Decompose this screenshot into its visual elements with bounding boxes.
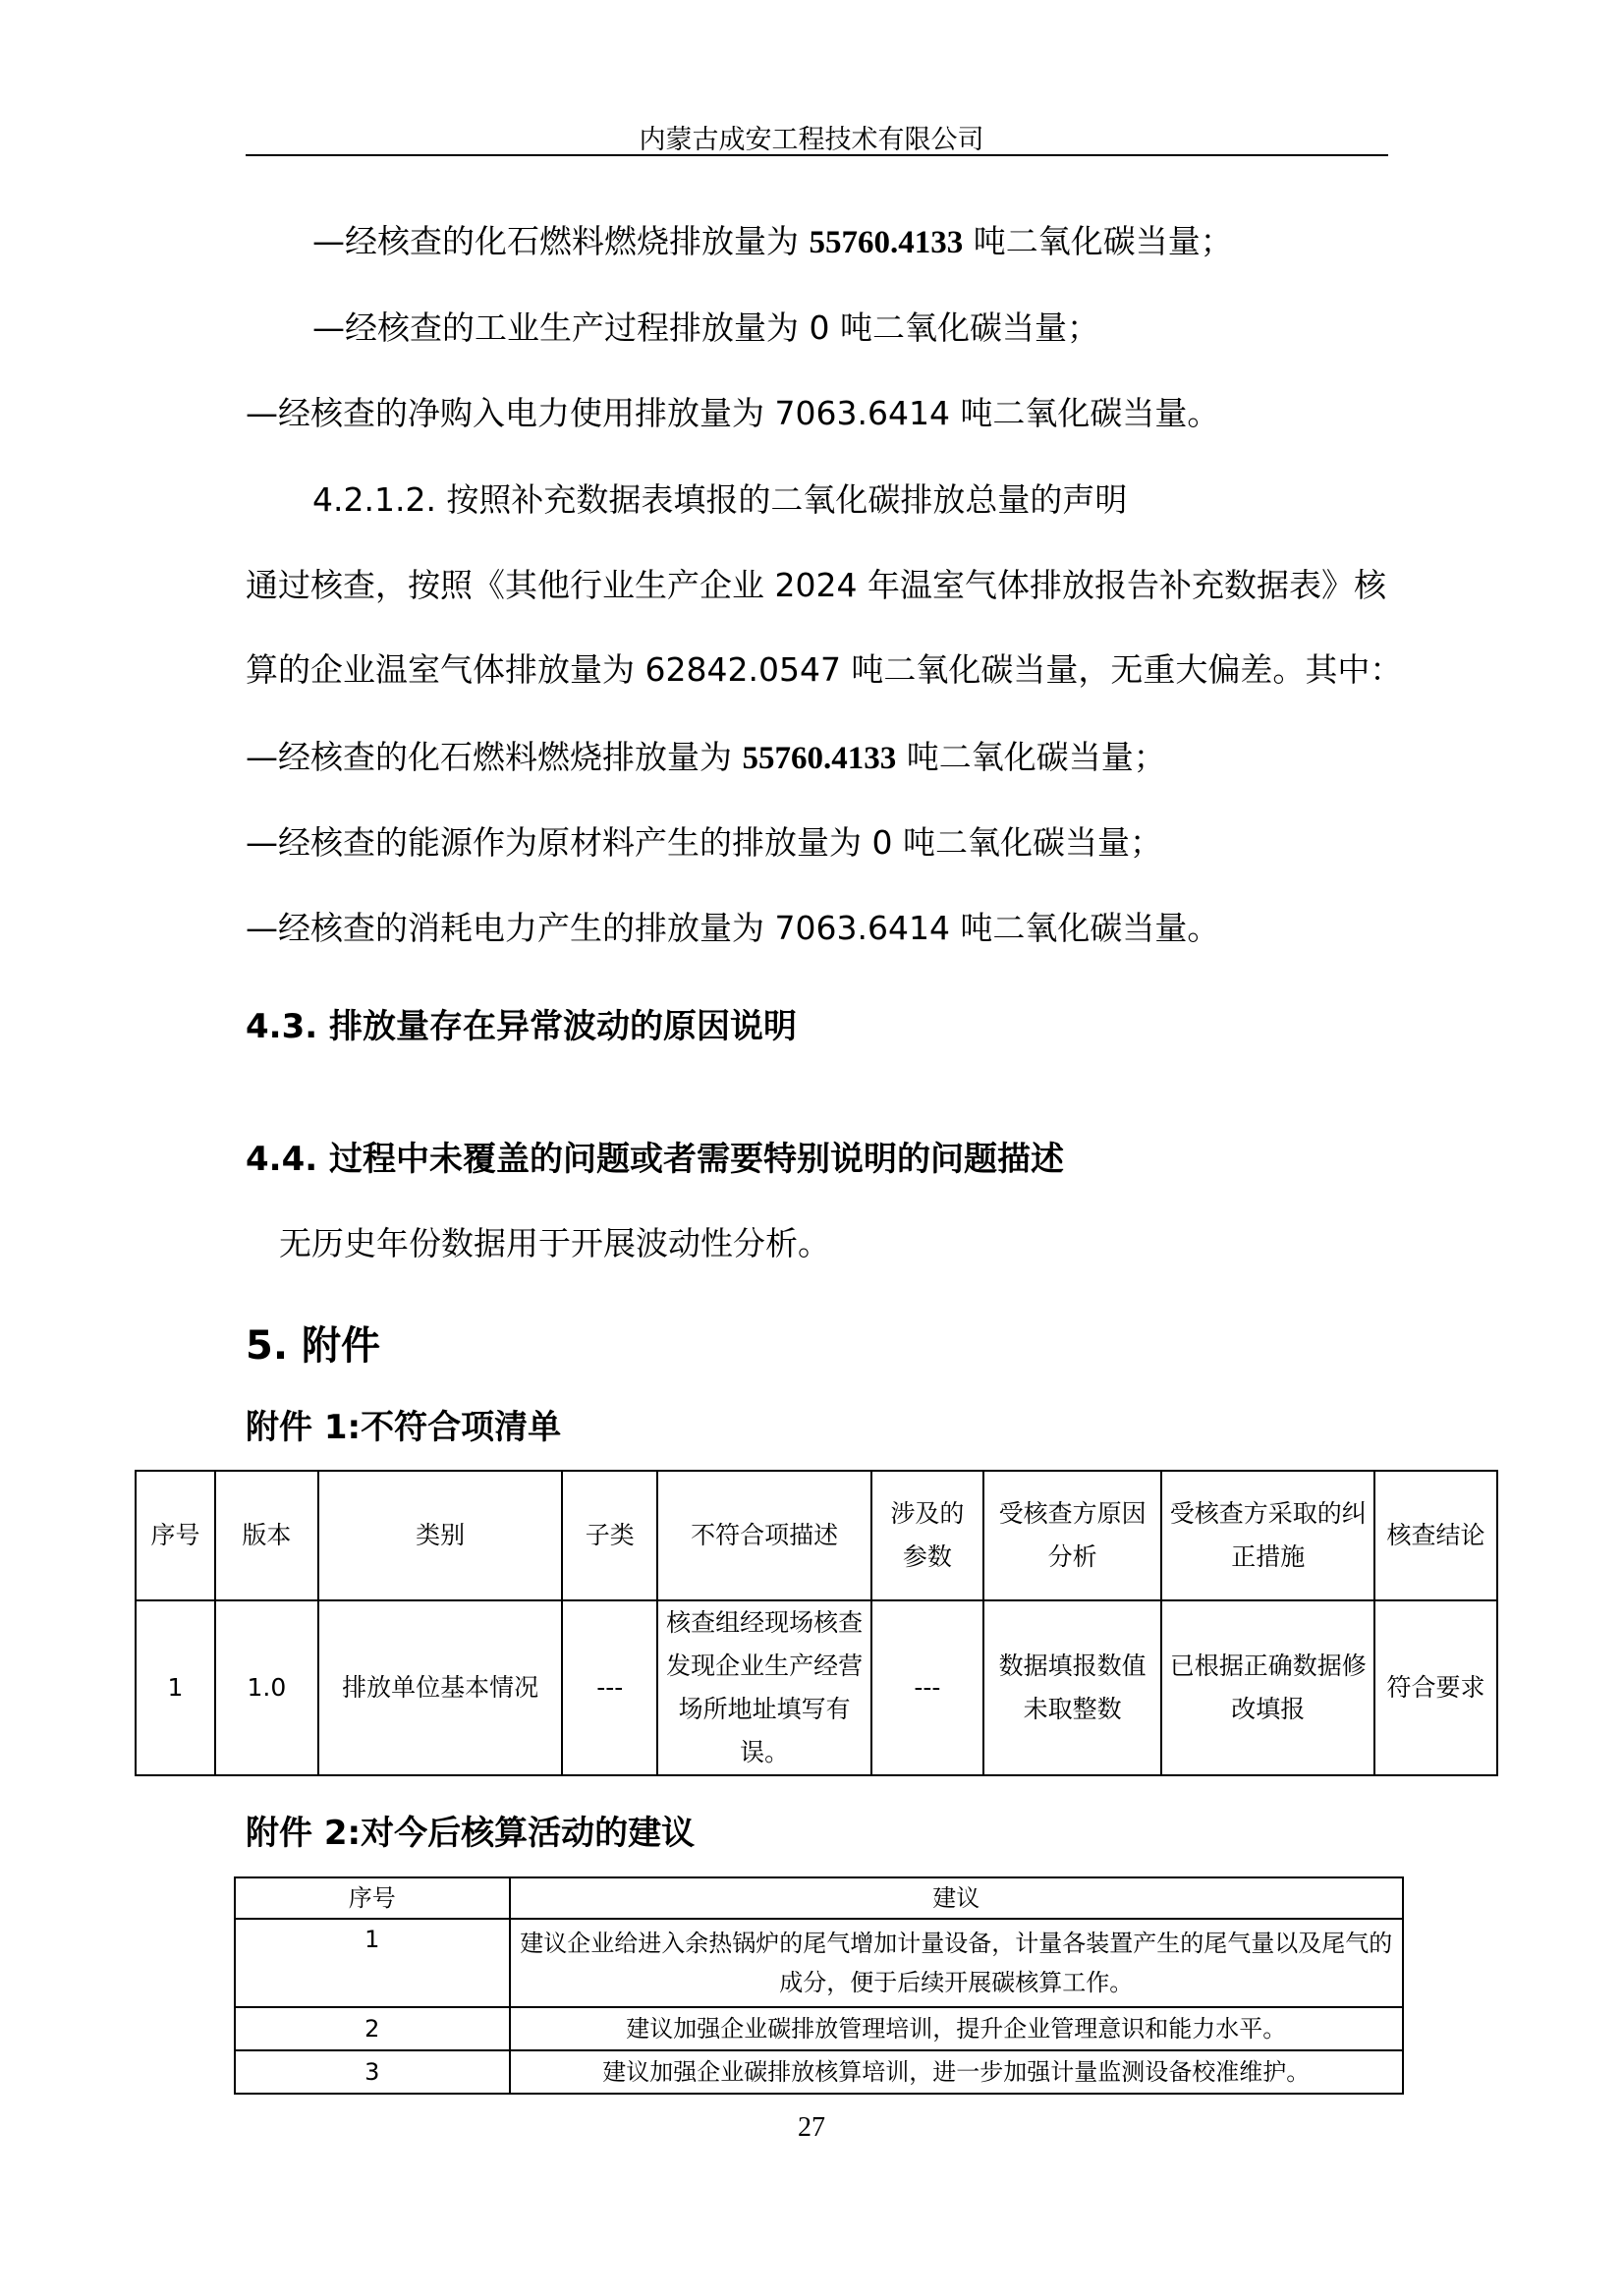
line-text: —经核查的化石燃料燃烧排放量为 bbox=[246, 738, 743, 776]
line-text: —经核查的化石燃料燃烧排放量为 bbox=[312, 222, 810, 260]
section-4-4-body: 无历史年份数据用于开展波动性分析。 bbox=[279, 1224, 830, 1262]
table-cell: 符合要求 bbox=[1374, 1600, 1497, 1775]
paragraph-line: 算的企业温室气体排放量为 62842.0547 吨二氧化碳当量，无重大偏差。其中： bbox=[246, 650, 1403, 689]
suggestions-table bbox=[234, 1876, 1404, 2095]
line-electricity-emission: —经核查的净购入电力使用排放量为 7063.6414 吨二氧化碳当量。 bbox=[246, 394, 1220, 432]
page-number: 27 bbox=[798, 2112, 825, 2143]
emission-value: 55760.4133 bbox=[809, 225, 964, 260]
table-cell: 建议加强企业碳排放管理培训，提升企业管理意识和能力水平。 bbox=[510, 2007, 1403, 2050]
table-cell: 3 bbox=[235, 2050, 510, 2094]
line-raw-material-emission: —经核查的能源作为原材料产生的排放量为 0 吨二氧化碳当量； bbox=[246, 823, 1162, 862]
header-cell: 类别 bbox=[318, 1471, 563, 1600]
table-cell: 核查组经现场核查发现企业生产经营场所地址填写有误。 bbox=[657, 1600, 871, 1775]
section-heading-5: 5. 附件 bbox=[246, 1323, 380, 1369]
section-heading-4-3: 4.3. 排放量存在异常波动的原因说明 bbox=[246, 1007, 797, 1046]
header-cell: 建议 bbox=[510, 1877, 1403, 1919]
paragraph-line: 通过核查，按照《其他行业生产企业 2024 年温室气体排放报告补充数据表》核 bbox=[246, 566, 1386, 604]
line-text: 吨二氧化碳当量； bbox=[963, 222, 1233, 260]
subsection-heading-4-2-1-2: 4.2.1.2. 按照补充数据表填报的二氧化碳排放总量的声明 bbox=[312, 480, 1128, 519]
table-cell: 已根据正确数据修改填报 bbox=[1161, 1600, 1374, 1775]
table-cell: --- bbox=[871, 1600, 983, 1775]
table-row bbox=[136, 1600, 1497, 1775]
table-cell: 建议加强企业碳排放核算培训，进一步加强计量监测设备校准维护。 bbox=[510, 2050, 1403, 2094]
header-cell: 不符合项描述 bbox=[657, 1471, 871, 1600]
header-cell: 受核查方采取的纠正措施 bbox=[1161, 1471, 1374, 1600]
emission-value: 55760.4133 bbox=[742, 741, 897, 776]
table-cell: 1.0 bbox=[215, 1600, 318, 1775]
line-fossil-fuel-emission bbox=[312, 222, 1233, 262]
line-consumed-electricity-emission: —经核查的消耗电力产生的排放量为 7063.6414 吨二氧化碳当量。 bbox=[246, 909, 1220, 947]
header-cell: 序号 bbox=[136, 1471, 215, 1600]
table-cell: --- bbox=[562, 1600, 657, 1775]
table-row bbox=[235, 2050, 1403, 2094]
section-heading-4-4: 4.4. 过程中未覆盖的问题或者需要特别说明的问题描述 bbox=[246, 1140, 1064, 1179]
attachment-2-title: 附件 2:对今后核算活动的建议 bbox=[246, 1814, 696, 1853]
line-text: 吨二氧化碳当量； bbox=[896, 738, 1166, 776]
table-cell: 排放单位基本情况 bbox=[318, 1600, 563, 1775]
table-cell: 2 bbox=[235, 2007, 510, 2050]
nonconformity-table bbox=[135, 1470, 1498, 1776]
header-cell: 涉及的参数 bbox=[871, 1471, 983, 1600]
table-header-row bbox=[235, 1877, 1403, 1919]
table-header-row bbox=[136, 1471, 1497, 1600]
table-row bbox=[235, 1919, 1403, 2007]
header-cell: 受核查方原因分析 bbox=[983, 1471, 1162, 1600]
header-cell: 序号 bbox=[235, 1877, 510, 1919]
table-cell: 1 bbox=[235, 1919, 510, 2007]
table-cell: 1 bbox=[136, 1600, 215, 1775]
header-cell: 版本 bbox=[215, 1471, 318, 1600]
header-cell: 子类 bbox=[562, 1471, 657, 1600]
table-cell: 建议企业给进入余热锅炉的尾气增加计量设备，计量各装置产生的尾气量以及尾气的成分，便于后续开展碳核算工作。 bbox=[510, 1919, 1403, 2007]
page-header: 内蒙古成安工程技术有限公司 bbox=[639, 125, 984, 155]
table-cell: 数据填报数值未取整数 bbox=[983, 1600, 1162, 1775]
table-row bbox=[235, 2007, 1403, 2050]
line-industrial-process-emission: —经核查的工业生产过程排放量为 0 吨二氧化碳当量； bbox=[312, 308, 1099, 347]
header-cell: 核查结论 bbox=[1374, 1471, 1497, 1600]
attachment-1-title: 附件 1:不符合项清单 bbox=[246, 1408, 562, 1447]
header-rule bbox=[246, 154, 1388, 156]
line-fossil-fuel-emission-2 bbox=[246, 738, 1166, 778]
